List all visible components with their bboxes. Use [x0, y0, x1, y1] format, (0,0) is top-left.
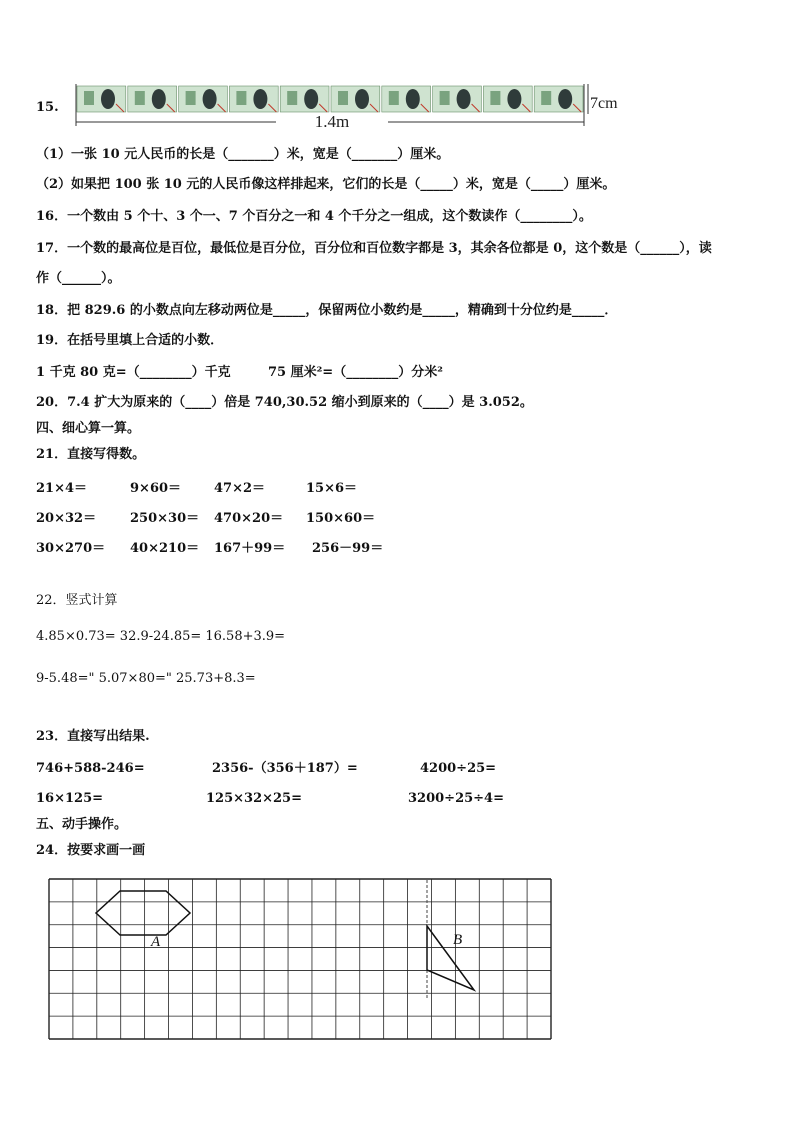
question-16: 16．一个数由 5 个十、3 个一、7 个百分之一和 4 个千分之一组成，这个数读作（________）。 [36, 209, 592, 224]
question-20: 20．7.4 扩大为原来的（____）倍是 740,30.52 缩小到原来的（____）是 3.052。 [36, 395, 533, 410]
question-22-title: 22．竖式计算 [36, 593, 118, 608]
note-emblem-icon [236, 91, 246, 105]
question-22-line1: 4.85×0.73= 32.9-24.85= 16.58+3.9= [36, 629, 286, 644]
note-emblem-icon [287, 91, 297, 105]
q23-expression: 2356-（356＋187）= [212, 761, 358, 776]
note-emblem-icon [490, 91, 500, 105]
shape-a-label: A [151, 934, 161, 950]
q23-expression: 4200÷25= [420, 761, 497, 776]
section-5-heading: 五、动手操作。 [36, 817, 128, 832]
q21-expression: 21×4＝ [36, 481, 88, 496]
q21-expression: 40×210＝ [130, 541, 200, 556]
q21-expression: 167＋99＝ [214, 541, 286, 556]
shape-b-label: B [453, 932, 463, 948]
note-emblem-icon [135, 91, 145, 105]
q15-sub1: （1）一张 10 元人民币的长是（_______）米，宽是（_______）厘米。 [36, 147, 450, 162]
question-19-item1: 1 千克 80 克=（________）千克 [36, 365, 231, 380]
portrait-icon [101, 89, 115, 109]
shape-b-triangle [427, 926, 474, 990]
note-emblem-icon [541, 91, 551, 105]
shape-a-hexagon [96, 891, 190, 935]
note-emblem-icon [186, 91, 196, 105]
q23-expression: 125×32×25= [206, 791, 302, 806]
question-17-line1: 17．一个数的最高位是百位，最低位是百分位，百分位和百位数字都是 3，其余各位都是 0，这个数是（______），读 [36, 241, 712, 256]
q23-expression: 746+588-246= [36, 761, 145, 776]
question-24-title: 24．按要求画一画 [36, 843, 146, 858]
note-emblem-icon [338, 91, 348, 105]
q21-expression: 150×60＝ [306, 511, 376, 526]
portrait-icon [253, 89, 267, 109]
q15-sub2: （2）如果把 100 张 10 元的人民币像这样排起来，它们的长是（_____）米，宽是（_____）厘米。 [36, 177, 616, 192]
note-emblem-icon [389, 91, 399, 105]
banknote-row [77, 86, 583, 112]
banknote-strip-figure [76, 82, 618, 131]
portrait-icon [355, 89, 369, 109]
length-label: 1.4m [314, 112, 350, 131]
portrait-icon [406, 89, 420, 109]
portrait-icon [304, 89, 318, 109]
q21-expression: 256－99＝ [312, 541, 384, 556]
q21-expression: 20×32＝ [36, 511, 97, 526]
portrait-icon [457, 89, 471, 109]
note-emblem-icon [440, 91, 450, 105]
portrait-icon [507, 89, 521, 109]
q21-expression: 250×30＝ [130, 511, 200, 526]
question-15-number: 15. [36, 100, 59, 115]
question-22-line2: 9-5.48=" 5.07×80=" 25.73+8.3= [36, 671, 256, 686]
question-19-title: 19．在括号里填上合适的小数． [36, 333, 224, 348]
q21-expression: 30×270＝ [36, 541, 106, 556]
portrait-icon [558, 89, 572, 109]
question-21-title: 21．直接写得数。 [36, 447, 146, 462]
q21-expression: 47×2＝ [214, 481, 266, 496]
q23-expression: 3200÷25÷4= [408, 791, 504, 806]
q21-expression: 15×6＝ [306, 481, 358, 496]
question-17-line2: 作（______）。 [36, 271, 121, 286]
width-label: 7cm [590, 95, 618, 112]
q23-expression: 16×125= [36, 791, 104, 806]
question-23-title: 23．直接写出结果. [36, 729, 150, 744]
portrait-icon [152, 89, 166, 109]
q21-expression: 9×60＝ [130, 481, 182, 496]
note-emblem-icon [84, 91, 94, 105]
q21-expression: 470×20＝ [214, 511, 284, 526]
portrait-icon [203, 89, 217, 109]
drawing-grid [48, 878, 552, 1044]
question-18: 18．把 829.6 的小数点向左移动两位是_____，保留两位小数约是_____，精确到十分位约是_____． [36, 303, 618, 318]
question-19-item2: 75 厘米²=（________）分米² [268, 365, 443, 380]
grid-lines [49, 879, 551, 1039]
section-4-heading: 四、细心算一算。 [36, 421, 141, 436]
grid-figure [48, 878, 552, 1040]
